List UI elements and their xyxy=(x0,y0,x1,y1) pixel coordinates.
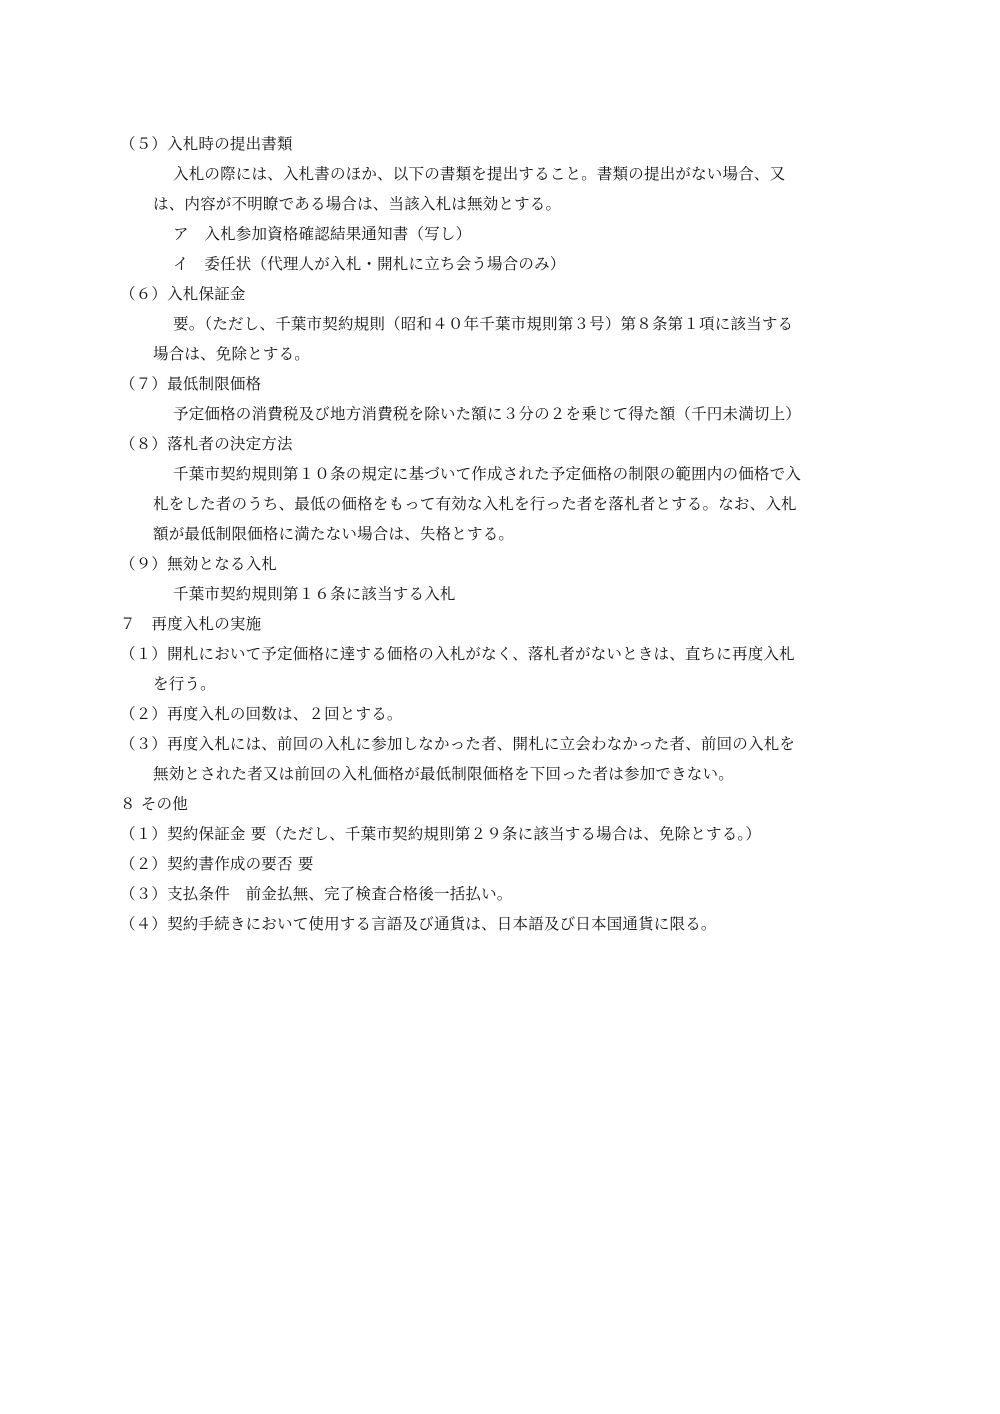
section-heading-rebid: ７ 再度入札の実施 xyxy=(120,615,262,633)
paragraph-line: は、内容が不明瞭である場合は、当該入札は無効とする。 xyxy=(153,195,562,213)
list-item: ア 入札参加資格確認結果通知書（写し） xyxy=(173,225,472,243)
paragraph-line: を行う。 xyxy=(153,675,216,693)
paragraph-line: 額が最低制限価格に満たない場合は、失格とする。 xyxy=(153,525,515,543)
paragraph-line: 要。（ただし、千葉市契約規則（昭和４０年千葉市規則第３号）第８条第１項に該当する xyxy=(173,315,794,333)
list-item: （２）契約書作成の要否 要 xyxy=(120,855,314,873)
list-item: （１）開札において予定価格に達する価格の入札がなく、落札者がないときは、直ちに再度入札 xyxy=(120,645,795,663)
heading-minimum-price: （７）最低制限価格 xyxy=(120,375,262,393)
list-item: （１）契約保証金 要（ただし、千葉市契約規則第２９条に該当する場合は、免除とする。） xyxy=(120,825,762,843)
paragraph-line: 場合は、免除とする。 xyxy=(153,345,311,363)
list-item: （３）支払条件 前金払無、完了検査合格後一括払い。 xyxy=(120,885,513,903)
list-item: イ 委任状（代理人が入札・開札に立ち会う場合のみ） xyxy=(173,255,566,273)
heading-invalid-bids: （９）無効となる入札 xyxy=(120,555,278,573)
paragraph-line: 予定価格の消費税及び地方消費税を除いた額に３分の２を乗じて得た額（千円未満切上） xyxy=(173,405,802,423)
paragraph-line: 千葉市契約規則第１６条に該当する入札 xyxy=(173,585,456,603)
paragraph-line: 千葉市契約規則第１０条の規定に基づいて作成された予定価格の制限の範囲内の価格で入 xyxy=(173,465,802,483)
list-item: （２）再度入札の回数は、２回とする。 xyxy=(120,705,403,723)
list-item: （３）再度入札には、前回の入札に参加しなかった者、開札に立会わなかった者、前回の入札を xyxy=(120,735,796,753)
heading-submission-documents: （５）入札時の提出書類 xyxy=(120,135,293,153)
list-item: （４）契約手続きにおいて使用する言語及び通貨は、日本語及び日本国通貨に限る。 xyxy=(120,915,717,933)
heading-bid-bond: （６）入札保証金 xyxy=(120,285,246,303)
heading-award-method: （８）落札者の決定方法 xyxy=(120,435,293,453)
paragraph-line: 無効とされた者又は前回の入札価格が最低制限価格を下回った者は参加できない。 xyxy=(153,765,734,783)
paragraph-line: 札をした者のうち、最低の価格をもって有効な入札を行った者を落札者とする。なお、入札 xyxy=(153,495,797,513)
section-heading-other: ８ その他 xyxy=(120,795,188,813)
paragraph-line: 入札の際には、入札書のほか、以下の書類を提出すること。書類の提出がない場合、又 xyxy=(173,165,786,183)
